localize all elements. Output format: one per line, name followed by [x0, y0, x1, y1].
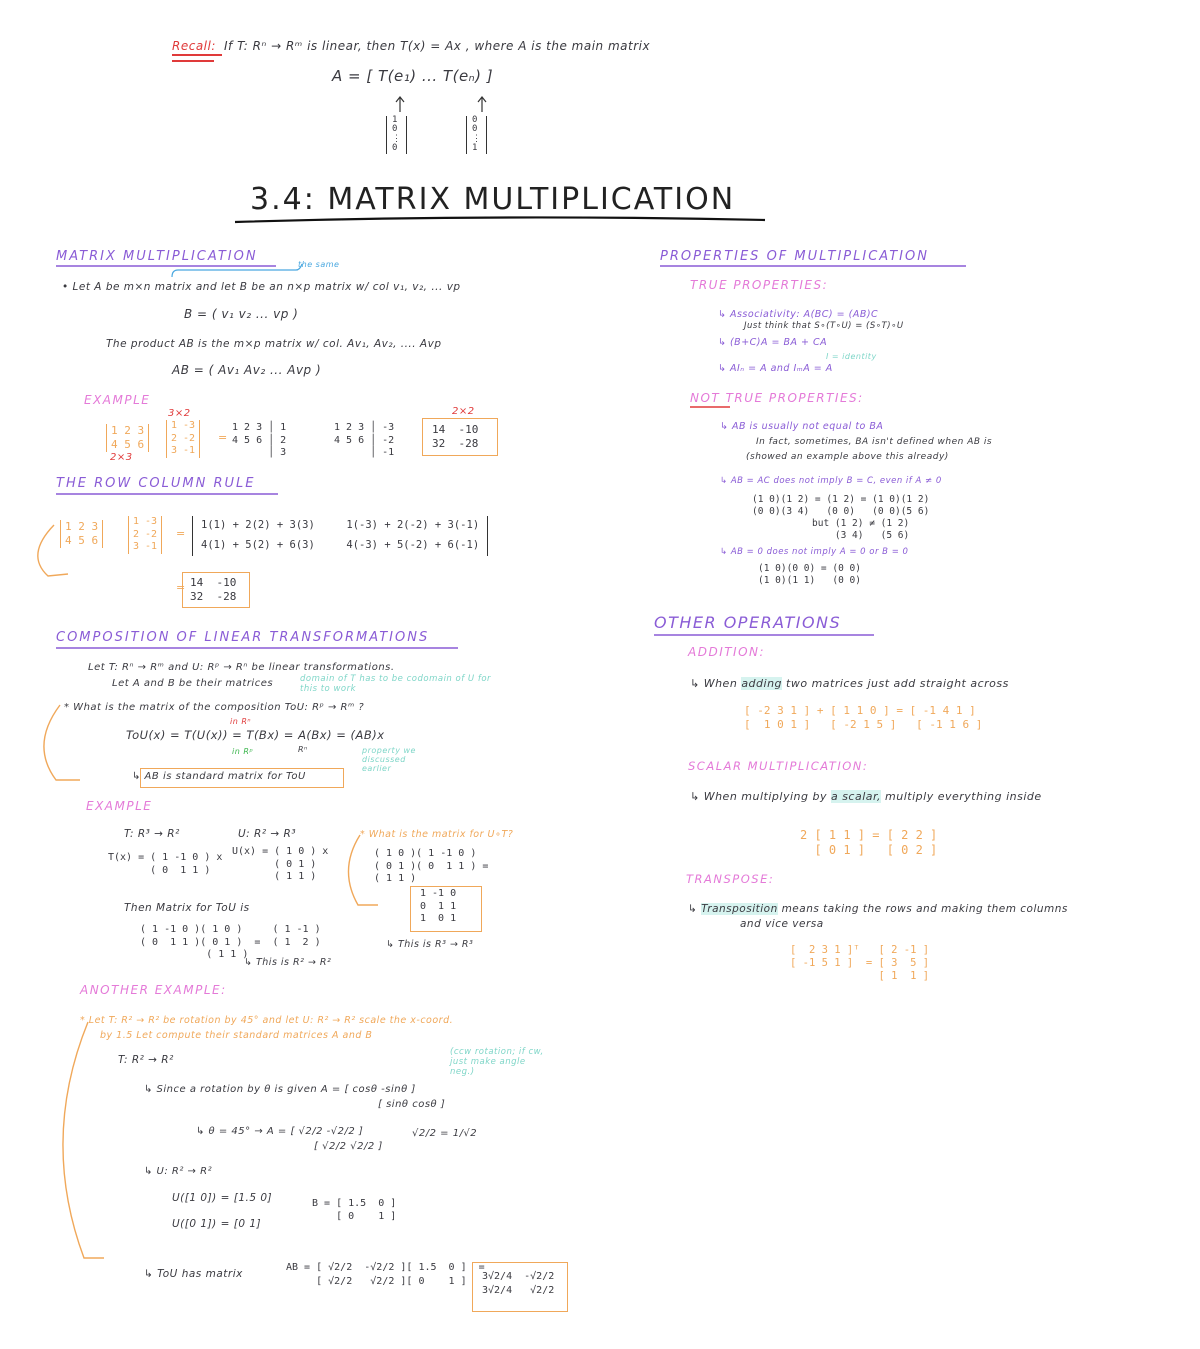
- example-result: 14 -10 32 -28: [432, 423, 479, 450]
- comp-line-2: Let A and B be their matrices: [112, 678, 274, 689]
- assoc-note: Just think that S∘(T∘U) = (S∘T)∘U: [744, 321, 904, 331]
- rcr-matrix-b: 1 -3 2 -2 3 -1: [128, 516, 162, 554]
- section-heading-matrix-multiplication: MATRIX MULTIPLICATION: [56, 249, 258, 264]
- note-domain: domain of T has to be codomain of U for this to work: [300, 674, 492, 694]
- comp-conclusion: ↳ AB is standard matrix for ToU: [132, 771, 306, 782]
- example-matrix-b: 1 -3 2 -2 3 -1: [166, 420, 200, 458]
- rcr-result: 14 -10 32 -28: [190, 576, 237, 603]
- another-line-1: * Let T: R² → R² be rotation by 45° and let U: R² → R² scale the x-coord.: [80, 1015, 454, 1026]
- ut-product: ( 1 0 )( 1 -1 0 ) ( 0 1 )( 0 1 1 ) = ( 1 1 ): [374, 848, 489, 884]
- note-property: property we discussed earlier: [362, 746, 416, 774]
- rcr-equals: =: [176, 527, 186, 540]
- tu-product: ( 1 -1 0 )( 1 0 ) ( 1 -1 ) ( 0 1 1 )( 0 1 ) = ( 1 2 ) ( 1 1 ): [140, 924, 321, 960]
- another-line-2: by 1.5 Let compute their standard matrices A and B: [100, 1030, 373, 1041]
- u-e2: U([0 1]) = [0 1]: [172, 1218, 262, 1230]
- another-example-heading: ANOTHER EXAMPLE:: [80, 983, 227, 997]
- sqrt-note: √2/2 = 1/√2: [412, 1128, 478, 1139]
- note-in-rn: in Rⁿ: [230, 717, 252, 726]
- section-heading-properties: PROPERTIES OF MULTIPLICATION: [660, 249, 929, 264]
- tou-product-row2: [ √2/2 √2/2 ][ 0 1 ]: [286, 1276, 467, 1287]
- u-definition: U(x) = ( 1 0 ) x ( 0 1 ) ( 1 1 ): [232, 846, 329, 882]
- comm-line-1: ↳ AB is usually not equal to BA: [720, 421, 884, 432]
- mm-product-definition: The product AB is the m×p matrix w/ col. Av₁, Av₂, .... Avp: [106, 338, 442, 350]
- scalar-text-highlight: a scalar,: [830, 790, 882, 803]
- note-the-same: the same: [298, 260, 340, 269]
- comm-line-2: In fact, sometimes, BA isn't defined when AB is: [756, 437, 993, 447]
- comp-line-1: Let T: Rⁿ → Rᵐ and U: Rᵖ → Rⁿ be linear transformations.: [88, 662, 395, 673]
- then-line: Then Matrix for ToU is: [124, 902, 250, 914]
- cancel-but: but (1 2) ≠ (1 2) (3 4) (5 6): [812, 518, 910, 541]
- comp-question: * What is the matrix of the composition ToU: Rᵖ → Rᵐ ?: [64, 702, 365, 713]
- transpose-text-post: means taking the rows and making them columns: [781, 903, 1068, 915]
- example-column-2: 1 2 3 │ -3 4 5 6 │ -2 │ -1: [334, 422, 395, 458]
- ccw-note: (ccw rotation; if cw, just make angle neg.): [450, 1047, 544, 1077]
- note-rn: Rⁿ: [298, 745, 308, 754]
- transpose-text: [688, 903, 1068, 915]
- t-definition: T(x) = ( 1 -1 0 ) x ( 0 1 1 ): [108, 852, 223, 876]
- addition-text: [690, 678, 1009, 691]
- scalar-equation: 2 [ 1 1 ] = [ 2 2 ] [ 0 1 ] [ 0 2 ]: [800, 828, 938, 857]
- cancel-line: ↳ AB = AC does not imply B = C, even if A ≠ 0: [720, 476, 942, 486]
- page-title: 3.4: MATRIX MULTIPLICATION: [250, 182, 736, 217]
- example-heading-2: EXAMPLE: [86, 799, 153, 813]
- section-heading-other-operations: OTHER OPERATIONS: [654, 613, 842, 632]
- dim-result: 2×2: [452, 406, 475, 417]
- tou-product: AB = [ √2/2 -√2/2 ][ 1.5 0 ] =: [286, 1262, 485, 1273]
- addition-text-post: two matrices just add straight across: [786, 677, 1009, 690]
- t-map: T: R³ → R²: [124, 828, 180, 840]
- scalar-heading: SCALAR MULTIPLICATION:: [688, 759, 869, 773]
- scalar-text: [690, 791, 1042, 804]
- dim-b: 3×2: [168, 408, 191, 419]
- recall-vector-e1: 1 0 ⋮ 0: [386, 116, 407, 154]
- assoc-property: ↳ Associativity: A(BC) = (AB)C: [718, 309, 879, 320]
- addition-text-pre: ↳ When: [690, 677, 738, 690]
- zero-equation: (1 0)(0 0) = (0 0) (1 0)(1 1) (0 0): [758, 563, 861, 586]
- recall-matrix: A = [ T(e₁) ... T(eₙ) ]: [332, 67, 494, 85]
- dim-a: 2×3: [110, 452, 133, 463]
- recall-vector-en: 0 0 ⋮ 1: [466, 116, 487, 154]
- addition-heading: ADDITION:: [688, 645, 766, 659]
- question-ut: * What is the matrix for U∘T?: [360, 829, 514, 840]
- transpose-heading: TRANSPOSE:: [686, 872, 775, 886]
- rotation-definition-row2: [ sinθ cosθ ]: [378, 1099, 446, 1110]
- not-true-properties-heading: NOT TRUE PROPERTIES:: [690, 391, 864, 405]
- tou-result: 3√2/4 -√2/2 3√2/4 √2/2: [482, 1271, 555, 1296]
- identity-note: I = identity: [826, 352, 877, 361]
- distrib-property: ↳ (B+C)A = BA + CA: [718, 337, 828, 348]
- scalar-text-post: multiply everything inside: [885, 790, 1042, 803]
- section-heading-row-column-rule: THE ROW COLUMN RULE: [56, 476, 256, 491]
- addition-equation: [ -2 3 1 ] + [ 1 1 0 ] = [ -1 4 1 ] [ 1 0 1 ] [ -2 1 5 ] [ -1 1 6 ]: [744, 704, 983, 731]
- rcr-matrix-a: 1 2 3 4 5 6: [60, 520, 103, 548]
- rcr-expansion: 1(1) + 2(2) + 3(3) 1(-3) + 2(-2) + 3(-1) 4(1) + 5(2) + 6(3) 4(-3) + 5(-2) + 6(-1): [192, 516, 488, 556]
- mm-ab-definition: AB = ( Av₁ Av₂ ... Avp ): [172, 363, 322, 377]
- u-scale-map: ↳ U: R² → R²: [144, 1166, 213, 1177]
- true-properties-heading: TRUE PROPERTIES:: [690, 278, 829, 292]
- section-heading-composition: COMPOSITION OF LINEAR TRANSFORMATIONS: [56, 630, 430, 645]
- rotation-definition: ↳ Since a rotation by θ is given A = [ cosθ -sinθ ]: [144, 1084, 416, 1095]
- example-heading-1: EXAMPLE: [84, 393, 151, 407]
- transpose-equation: [ 2 3 1 ]ᵀ [ 2 -1 ] [ -1 5 1 ] = [ 3 5 ] [ 1 1 ]: [790, 944, 930, 983]
- recall-label: Recall:: [172, 39, 216, 53]
- transpose-text-highlight: Transposition: [701, 903, 778, 915]
- recall-line: If T: Rⁿ → Rᵐ is linear, then T(x) = Ax , where A is the main matrix: [224, 39, 651, 53]
- zero-line: ↳ AB = 0 does not imply A = 0 or B = 0: [720, 547, 909, 557]
- transpose-text-2: and vice versa: [740, 918, 824, 930]
- equals-sign: =: [218, 431, 228, 444]
- u-map: U: R² → R³: [238, 828, 297, 840]
- rcr-equals-2: =: [176, 581, 186, 594]
- cancel-equation: (1 0)(1 2) = (1 2) = (1 0)(1 2) (0 0)(3 4) (0 0) (0 0)(5 6): [752, 494, 930, 517]
- comm-line-3: (showed an example above this already): [746, 452, 949, 462]
- addition-text-highlight: adding: [741, 677, 783, 690]
- mm-b-definition: B = ( v₁ v₂ ... vp ): [184, 307, 299, 321]
- identity-property: ↳ AIₙ = A and IₘA = A: [718, 363, 833, 374]
- another-t-map: T: R² → R²: [118, 1054, 174, 1066]
- b-matrix: B = [ 1.5 0 ] [ 0 1 ]: [312, 1198, 397, 1222]
- theta-line: ↳ θ = 45° → A = [ √2/2 -√2/2 ]: [196, 1126, 364, 1137]
- example-column-1: 1 2 3 │ 1 4 5 6 │ 2 │ 3: [232, 422, 287, 458]
- ut-result: 1 -1 0 0 1 1 1 0 1: [420, 888, 457, 924]
- example-matrix-a: 1 2 3 4 5 6: [106, 424, 149, 452]
- u-e1: U([1 0]) = [1.5 0]: [172, 1192, 273, 1204]
- scalar-text-pre: ↳ When multiplying by: [690, 790, 827, 803]
- note-in-rp: in Rᵖ: [232, 747, 254, 756]
- comp-equation: ToU(x) = T(U(x)) = T(Bx) = A(Bx) = (AB)x: [126, 728, 385, 742]
- transpose-text-pre: ↳: [688, 903, 698, 915]
- mm-definition: • Let A be m×n matrix and let B be an n×p matrix w/ col v₁, v₂, ... vp: [62, 281, 461, 293]
- ut-note: ↳ This is R³ → R³: [386, 939, 474, 950]
- tu-note: ↳ This is R² → R²: [244, 957, 332, 968]
- theta-line-row2: [ √2/2 √2/2 ]: [314, 1141, 383, 1152]
- tou-label: ↳ ToU has matrix: [144, 1268, 243, 1280]
